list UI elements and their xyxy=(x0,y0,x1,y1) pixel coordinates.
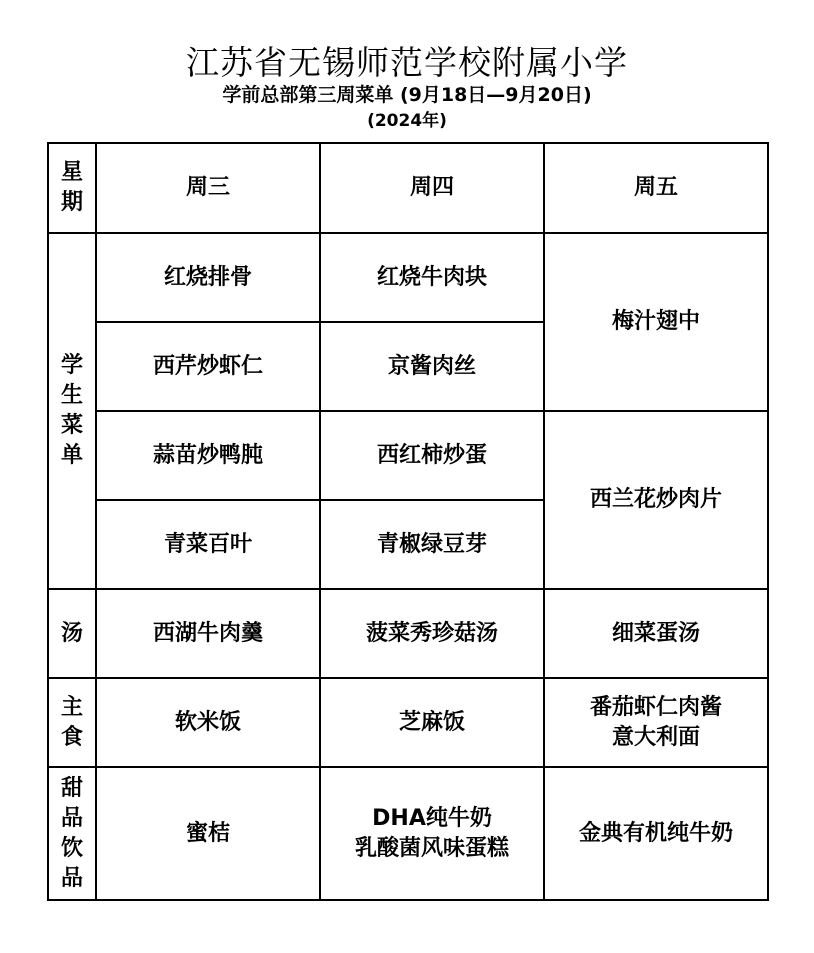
soup-label: 汤 xyxy=(60,620,83,646)
table-row xyxy=(48,589,768,678)
student-menu-label-cell xyxy=(48,233,96,589)
dessert-cell: 金典有机纯牛奶 xyxy=(544,767,768,900)
dessert-line: 乳酸菌风味蛋糕 xyxy=(354,835,509,861)
page-title: 江苏省无锡师范学校附属小学 xyxy=(186,43,628,82)
menu-table xyxy=(47,142,769,901)
table-row xyxy=(48,233,768,322)
menu-subtitle: 学前总部第三周菜单 (9月18日—9月20日) xyxy=(222,84,592,106)
day-header-friday: 周五 xyxy=(544,143,768,233)
dish-cell: 红烧牛肉块 xyxy=(320,233,544,322)
dessert-cell xyxy=(320,767,544,900)
weekday-label: 星期 xyxy=(60,160,83,215)
table-row xyxy=(48,767,768,900)
menu-year: (2024年) xyxy=(367,111,447,131)
dish-cell: 梅汁翅中 xyxy=(544,233,768,411)
dish-cell: 蒜苗炒鸭肫 xyxy=(96,411,320,500)
staple-line: 番茄虾仁肉酱 xyxy=(589,694,722,720)
dessert-label-cell xyxy=(48,767,96,900)
table-row xyxy=(48,411,768,500)
dessert-line: DHA纯牛奶 xyxy=(372,805,492,831)
dessert-label: 甜品饮品 xyxy=(60,775,83,891)
dish-cell: 红烧排骨 xyxy=(96,233,320,322)
day-header-wednesday: 周三 xyxy=(96,143,320,233)
table-row xyxy=(48,678,768,767)
staple-line: 意大利面 xyxy=(611,724,700,750)
corner-label-cell xyxy=(48,143,96,233)
staple-cell xyxy=(544,678,768,767)
staple-cell: 软米饭 xyxy=(96,678,320,767)
dish-cell: 京酱肉丝 xyxy=(320,322,544,411)
dessert-cell: 蜜桔 xyxy=(96,767,320,900)
staple-label: 主食 xyxy=(60,694,83,750)
soup-cell: 西湖牛肉羹 xyxy=(96,589,320,678)
dish-cell: 青菜百叶 xyxy=(96,500,320,589)
soup-label-cell xyxy=(48,589,96,678)
dish-cell: 西芹炒虾仁 xyxy=(96,322,320,411)
soup-cell: 菠菜秀珍菇汤 xyxy=(320,589,544,678)
soup-cell: 细菜蛋汤 xyxy=(544,589,768,678)
dish-cell: 西兰花炒肉片 xyxy=(544,411,768,589)
table-header-row xyxy=(48,143,768,233)
dish-cell: 西红柿炒蛋 xyxy=(320,411,544,500)
day-header-thursday: 周四 xyxy=(320,143,544,233)
staple-label-cell xyxy=(48,678,96,767)
staple-cell: 芝麻饭 xyxy=(320,678,544,767)
student-menu-label: 学生菜单 xyxy=(60,353,83,468)
dish-cell: 青椒绿豆芽 xyxy=(320,500,544,589)
